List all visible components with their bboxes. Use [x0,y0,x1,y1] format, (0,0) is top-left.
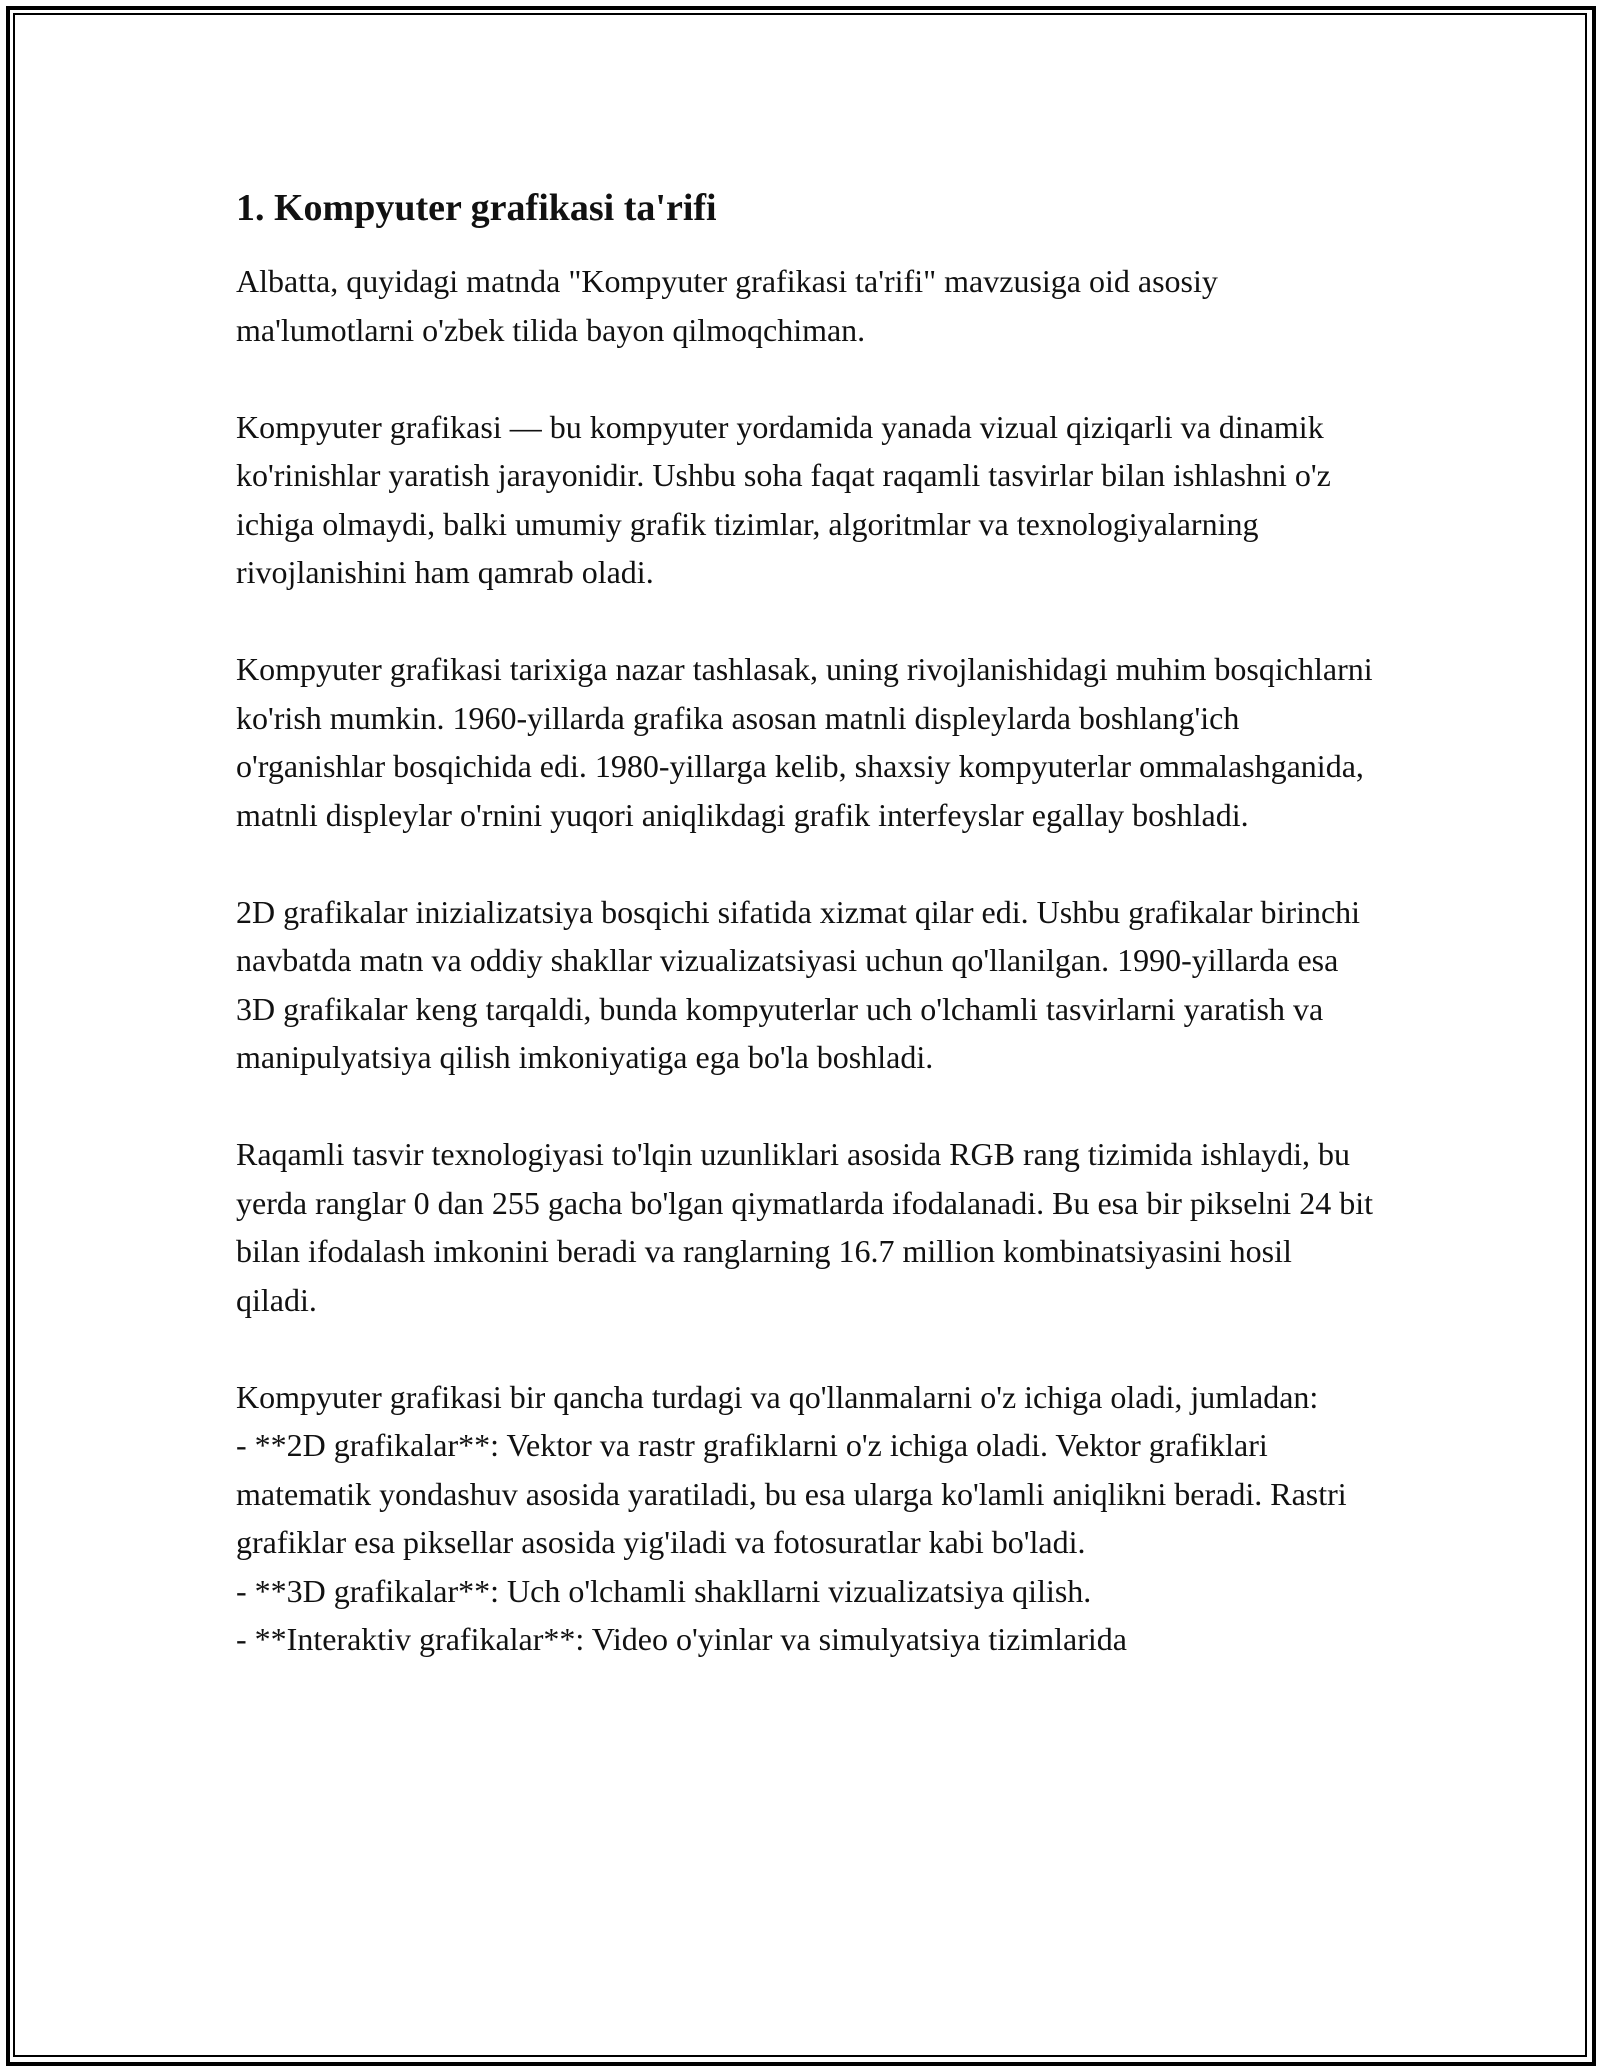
list-item-3d: - **3D grafikalar**: Uch o'lchamli shakllarni vizualizatsiya qilish. [236,1572,1092,1609]
document-body [236,184,1376,1664]
list-item-interactive: - **Interaktiv grafikalar**: Video o'yinlar va simulyatsiya tizimlarida [236,1621,1127,1658]
paragraph-history: Kompyuter grafikasi tarixiga nazar tashlasak, uning rivojlanishidagi muhim bosqichlarni ko'rish mumkin. 1960-yillarda grafika asosan matnli displeylarda boshlang'ich o'rganishlar bosqichida edi. 1980-yillarga kelib, shaxsiy kompyuterlar ommalashganida, matnli displeylar o'rnini yuqori aniqlikdagi grafik interfeyslar egallay boshladi. [236,651,1373,833]
graphics-types-list [236,1421,1376,1664]
paragraph-2d-3d: 2D grafikalar inizializatsiya bosqichi sifatida xizmat qilar edi. Ushbu grafikalar birinchi navbatda matn va oddiy shakllar vizualizatsiyasi uchun qo'llanilgan. 1990-yillarda esa 3D grafikalar keng tarqaldi, bunda kompyuterlar uch o'lchamli tasvirlarni yaratish va manipulyatsiya qilish imkoniyatiga ega bo'la boshladi. [236,893,1361,1076]
page-title: 1. Kompyuter grafikasi ta'rifi [236,187,717,229]
paragraph-definition: Kompyuter grafikasi — bu kompyuter yordamida yanada vizual qiziqarli va dinamik ko'rinishlar yaratish jarayonidir. Ushbu soha faqat raqamli tasvirlar bilan ishlashni o'z ichiga olmaydi, balki umumiy grafik tizimlar, algoritmlar va texnologiyalarning rivojlanishini ham qamrab oladi. [236,408,1331,591]
paragraph-intro: Albatta, quyidagi matnda "Kompyuter grafikasi ta'rifi" mavzusiga oid asosiy ma'lumotlarni o'zbek tilida bayon qilmoqchiman. [236,263,1218,348]
paragraph-rgb: Raqamli tasvir texnologiyasi to'lqin uzunliklari asosida RGB rang tizimida ishlaydi, bu yerda ranglar 0 dan 255 gacha bo'lgan qiymatlarda ifodalanadi. Bu esa bir pikselni 24 bit bilan ifodalash imkonini beradi va ranglarning 16.7 million kombinatsiyasini hosil qiladi. [236,1136,1373,1318]
list-intro: Kompyuter grafikasi bir qancha turdagi va qo'llanmalarni o'z ichiga oladi, jumladan: [236,1378,1319,1415]
list-item-2d: - **2D grafikalar**: Vektor va rastr grafiklarni o'z ichiga oladi. Vektor grafiklari matematik yondashuv asosida yaratiladi, bu esa ularga ko'lamli aniqlikni beradi. Rastri grafiklar esa piksellar asosida yig'iladi va fotosuratlar kabi bo'ladi. [236,1427,1347,1561]
